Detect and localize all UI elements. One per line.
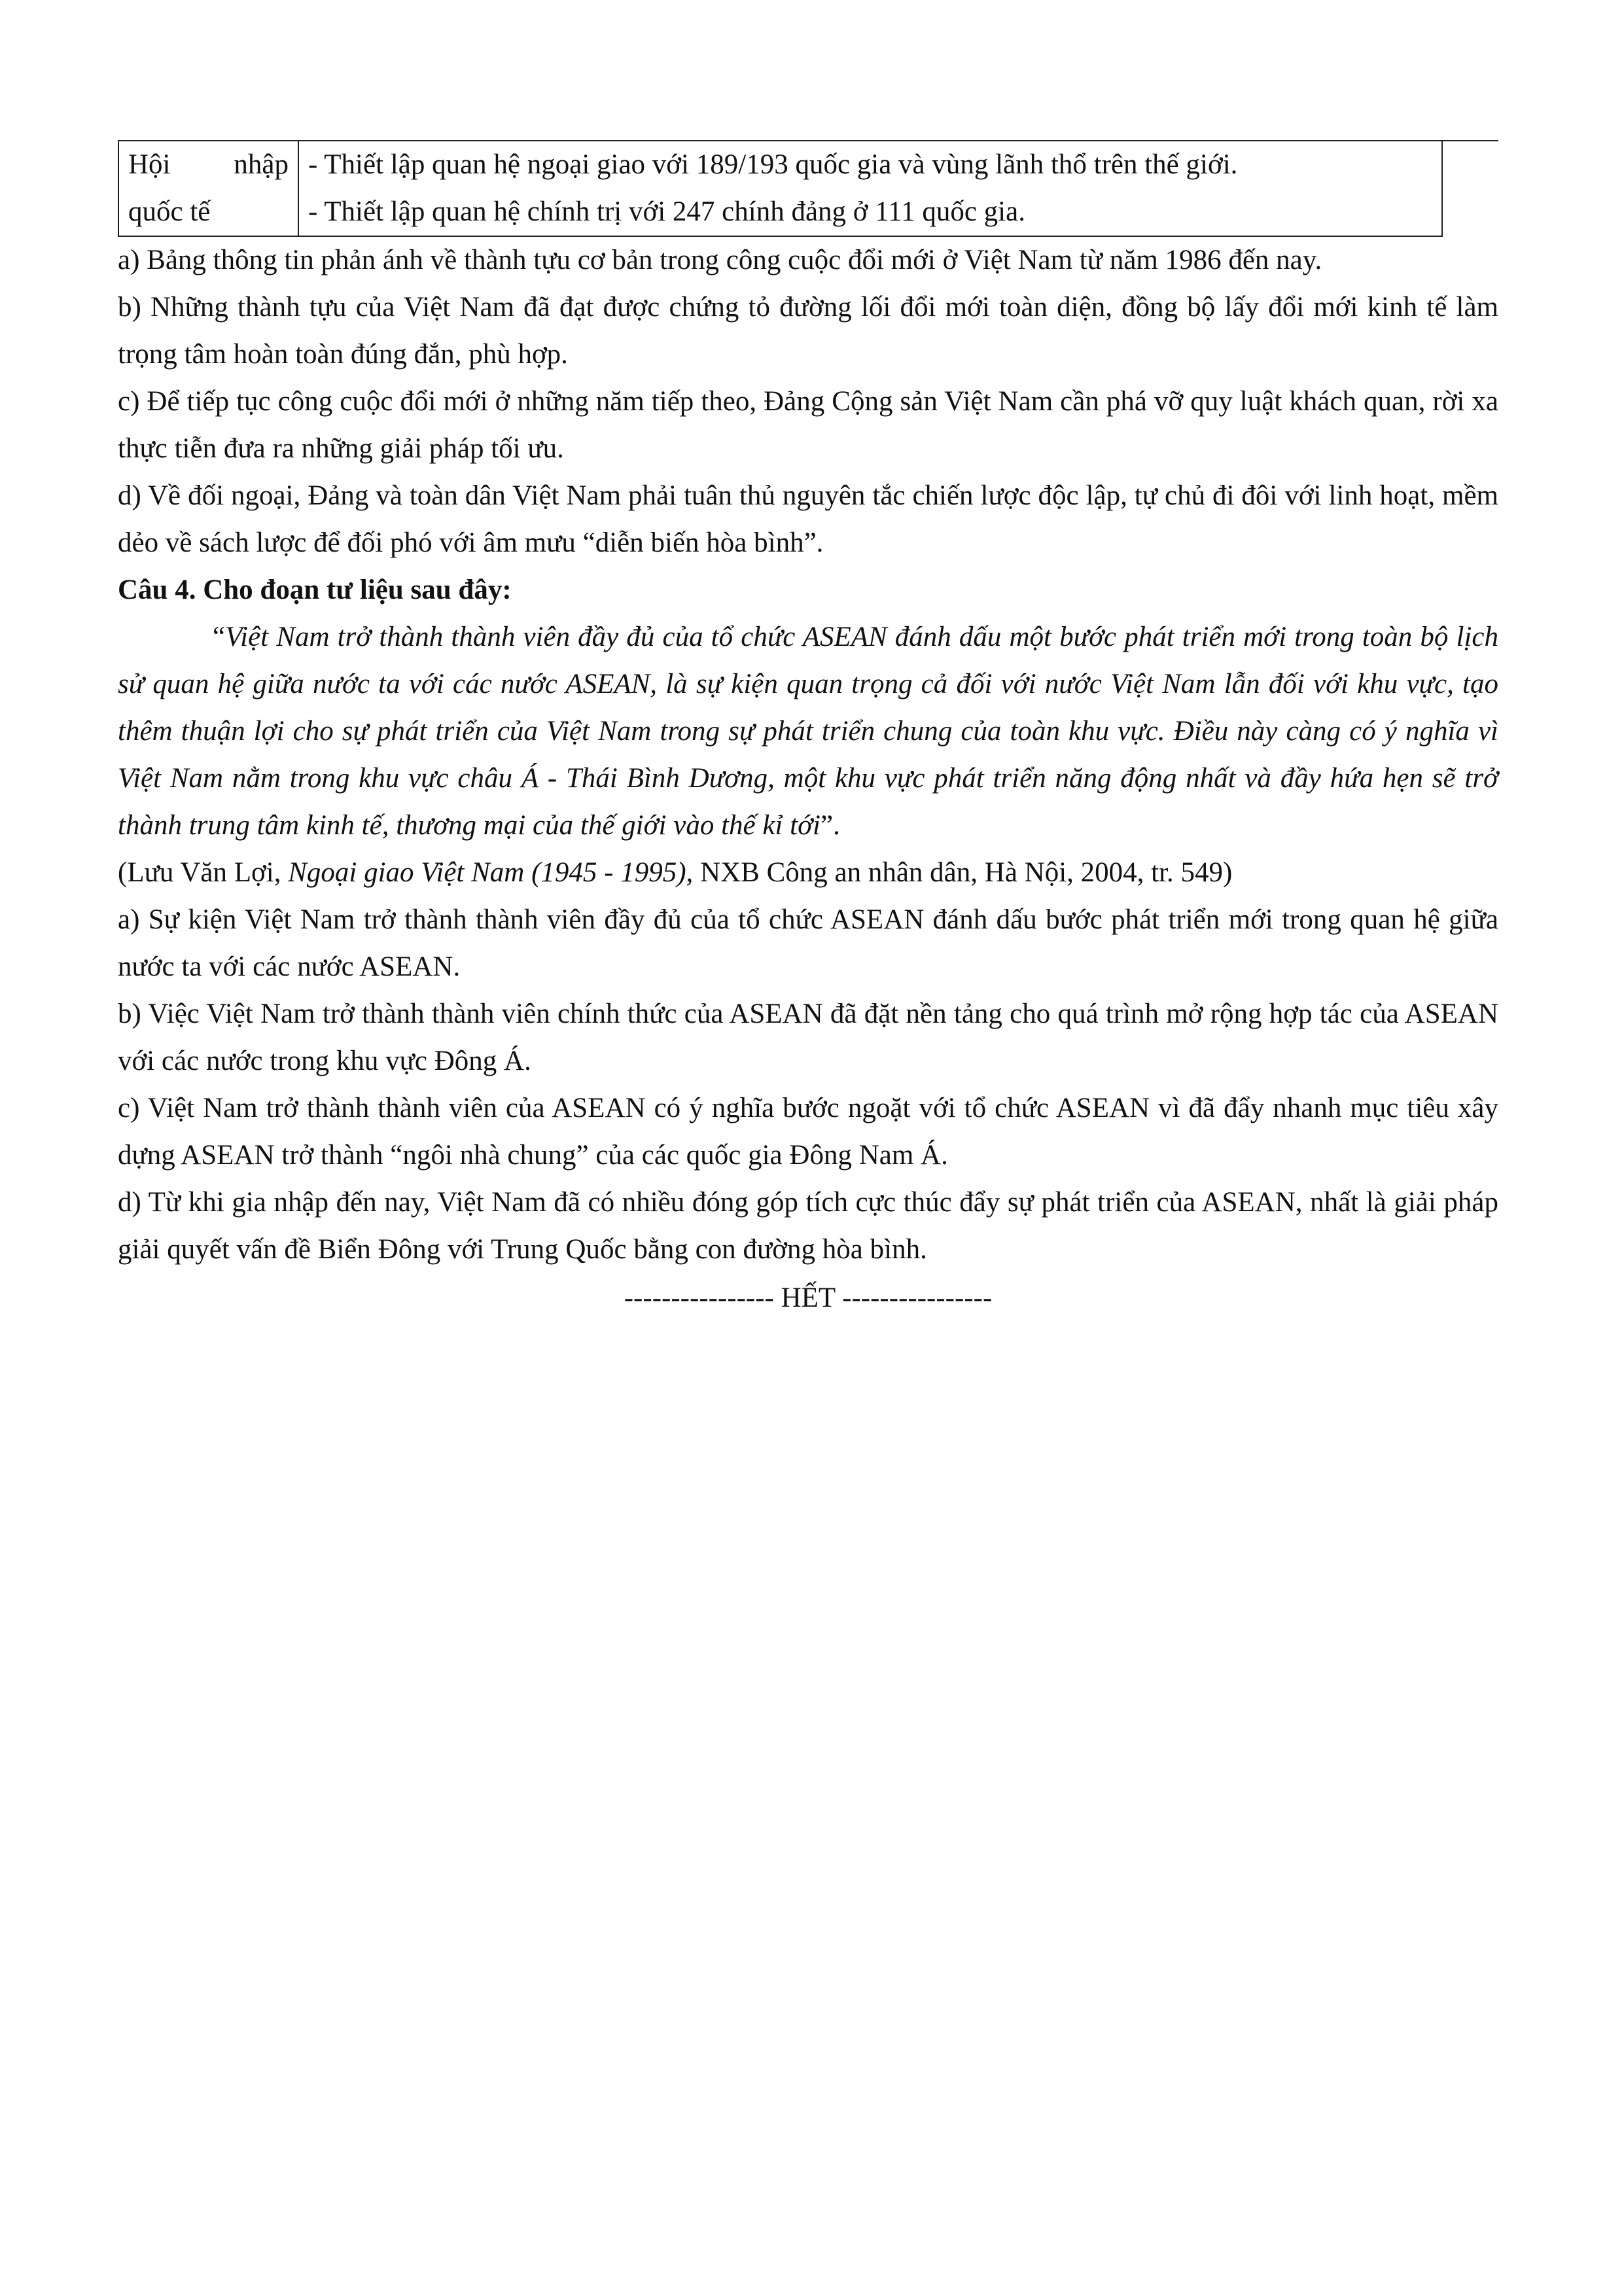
table-label-line: Hội nhập bbox=[128, 149, 289, 180]
statement-c: c) Để tiếp tục công cuộc đổi mới ở những năm tiếp theo, Đảng Cộng sản Việt Nam cần phá vỡ quy luật khách quan, rời xa thực tiễn đưa ra những giải pháp tối ưu. bbox=[118, 386, 1498, 464]
quote-close-mark: ”. bbox=[821, 810, 840, 841]
end-marker: ---------------- HẾT ---------------- bbox=[624, 1282, 993, 1313]
table-content-cell bbox=[298, 141, 1442, 236]
statement-a: a) Bảng thông tin phản ánh về thành tựu cơ bản trong công cuộc đổi mới ở Việt Nam từ năm 1986 đến nay. bbox=[118, 245, 1322, 275]
statement-b: b) Những thành tựu của Việt Nam đã đạt được chứng tỏ đường lối đổi mới toàn diện, đồng bộ lấy đổi mới kinh tế làm trọng tâm hoàn toàn đúng đắn, phù hợp. bbox=[118, 292, 1498, 370]
citation-prefix: (Lưu Văn Lợi, bbox=[118, 857, 289, 888]
quote-citation bbox=[118, 849, 1498, 896]
table-label-line: quốc tế bbox=[128, 196, 211, 227]
table-label-cell bbox=[118, 141, 298, 236]
q4-statement-d: d) Từ khi gia nhập đến nay, Việt Nam đã có nhiều đóng góp tích cực thúc đẩy sự phát triển của ASEAN, nhất là giải pháp giải quyết vấn đề Biển Đông với Trung Quốc bằng con đường hòa bình. bbox=[118, 1187, 1498, 1265]
question-4-title: Câu 4. Cho đoạn tư liệu sau đây: bbox=[118, 574, 512, 605]
q4-statement-a: a) Sự kiện Việt Nam trở thành thành viên đầy đủ của tổ chức ASEAN đánh dấu bước phát triển mới trong quan hệ giữa nước ta với các nước ASEAN. bbox=[118, 904, 1498, 982]
citation-suffix: NXB Công an nhân dân, Hà Nội, 2004, tr. 549) bbox=[693, 857, 1233, 888]
quote-text: Việt Nam trở thành thành viên đầy đủ của tổ chức ASEAN đánh dấu một bước phát triển mới trong toàn bộ lịch sử quan hệ giữa nước ta với các nước ASEAN, là sự kiện quan trọng cả đối với nước Việt Nam lẫn đối với khu vực, tạo thêm thuận lợi cho sự phát triển của Việt Nam trong sự phát triển chung của toàn khu vực. Điều này càng có ý nghĩa vì Việt Nam nằm trong khu vực châu Á - Thái Bình Dương, một khu vực phát triển năng động nhất và đầy hứa hẹn sẽ trở thành trung tâm kinh tế, thương mại của thế giới vào thế kỉ tới bbox=[118, 622, 1498, 841]
source-quote bbox=[118, 614, 1498, 849]
table-content-line: - Thiết lập quan hệ ngoại giao với 189/193 quốc gia và vùng lãnh thổ trên thế giới. bbox=[308, 149, 1238, 180]
statement-d: d) Về đối ngoại, Đảng và toàn dân Việt Nam phải tuân thủ nguyên tắc chiến lược độc lập, tự chủ đi đôi với linh hoạt, mềm dẻo về sách lược để đối phó với âm mưu “diễn biến hòa bình”. bbox=[118, 480, 1498, 558]
quote-open-mark: “ bbox=[213, 622, 226, 652]
document-page bbox=[118, 137, 1498, 1322]
q4-statement-c: c) Việt Nam trở thành thành viên của ASEAN có ý nghĩa bước ngoặt với tổ chức ASEAN vì đã đẩy nhanh mục tiêu xây dựng ASEAN trở thành “ngôi nhà chung” của các quốc gia Đông Nam Á. bbox=[118, 1093, 1498, 1171]
q4-statement-b: b) Việc Việt Nam trở thành thành viên chính thức của ASEAN đã đặt nền tảng cho quá trình mở rộng hợp tác của ASEAN với các nước trong khu vực Đông Á. bbox=[118, 998, 1498, 1076]
table-content-line: - Thiết lập quan hệ chính trị với 247 chính đảng ở 111 quốc gia. bbox=[308, 196, 1025, 227]
table-row bbox=[118, 141, 1442, 236]
citation-book-title: Ngoại giao Việt Nam (1945 - 1995), bbox=[288, 857, 694, 888]
achievements-table bbox=[118, 140, 1443, 237]
